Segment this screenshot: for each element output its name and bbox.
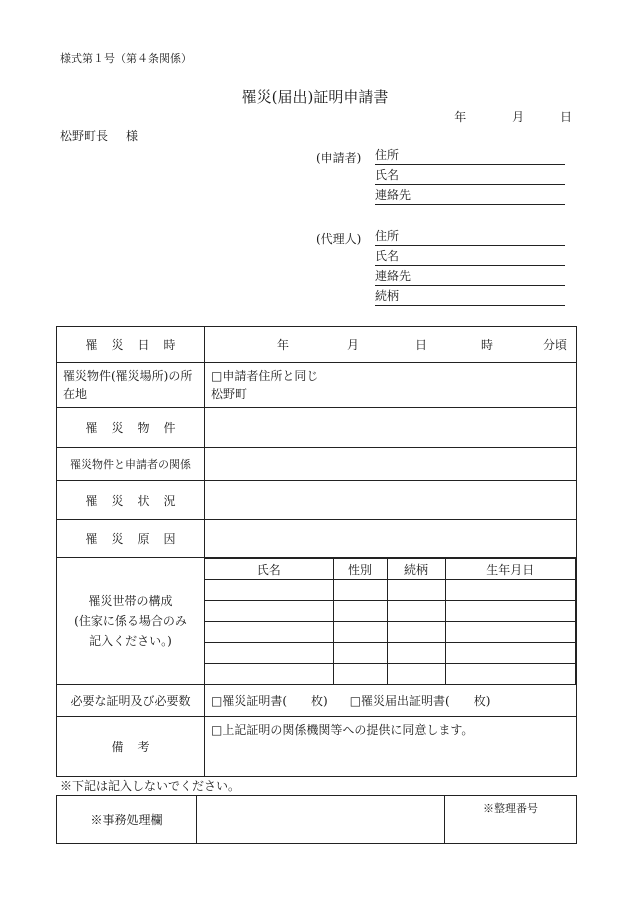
hh-cell[interactable] bbox=[205, 643, 333, 664]
dt-month: 月 bbox=[346, 338, 359, 352]
dt-hour: 時 bbox=[480, 338, 493, 352]
hh-cell[interactable] bbox=[387, 580, 445, 601]
relation-field[interactable] bbox=[205, 448, 577, 481]
location-label bbox=[57, 363, 205, 408]
reference-number-field bbox=[445, 796, 577, 844]
office-processing-field bbox=[197, 796, 445, 844]
agent-contact-field[interactable] bbox=[375, 268, 565, 286]
disaster-certificate-checkbox[interactable]: □罹災証明書( 枚) bbox=[211, 694, 328, 708]
certificates-row bbox=[57, 685, 577, 717]
hh-cell[interactable] bbox=[333, 664, 387, 685]
same-address-checkbox[interactable]: □申請者住所と同じ bbox=[211, 369, 319, 383]
table-row bbox=[205, 664, 576, 685]
agent-address-label: 住所 bbox=[375, 229, 400, 243]
addressee bbox=[60, 127, 138, 144]
applicant-contact-field[interactable] bbox=[375, 187, 565, 205]
remarks-field[interactable] bbox=[205, 717, 577, 777]
household-header-row bbox=[205, 559, 576, 580]
location-label-text: 罹災物件(罹災場所)の所在地 bbox=[63, 369, 193, 401]
applicant-contact-label: 連絡先 bbox=[375, 188, 412, 202]
addressee-name: 松野町長 bbox=[60, 129, 109, 143]
location-town: 松野町 bbox=[211, 387, 248, 401]
household-row bbox=[57, 558, 577, 685]
location-row bbox=[57, 363, 577, 408]
hh-cell[interactable] bbox=[387, 664, 445, 685]
certificates-field bbox=[205, 685, 577, 717]
certificates-label: 必要な証明及び必要数 bbox=[57, 685, 205, 717]
table-row bbox=[205, 580, 576, 601]
status-field[interactable] bbox=[205, 481, 577, 520]
hh-cell[interactable] bbox=[387, 622, 445, 643]
agent-name-label: 氏名 bbox=[375, 249, 400, 263]
table-row bbox=[205, 643, 576, 664]
hh-header-birth: 生年月日 bbox=[445, 559, 576, 580]
datetime-field[interactable] bbox=[205, 327, 577, 363]
property-field[interactable] bbox=[205, 408, 577, 448]
datetime-label: 罹災日時 bbox=[57, 327, 205, 363]
status-label: 罹災状況 bbox=[57, 481, 205, 520]
office-table bbox=[56, 795, 577, 844]
hh-cell[interactable] bbox=[205, 664, 333, 685]
remarks-label: 備考 bbox=[57, 717, 205, 777]
agent-name-field[interactable] bbox=[375, 248, 565, 266]
hh-header-name: 氏名 bbox=[205, 559, 333, 580]
applicant-address-field[interactable] bbox=[375, 147, 565, 165]
hh-cell[interactable] bbox=[205, 601, 333, 622]
hh-cell[interactable] bbox=[445, 601, 576, 622]
household-label-line-3: 記入ください。) bbox=[89, 634, 172, 648]
hh-cell[interactable] bbox=[333, 643, 387, 664]
hh-cell[interactable] bbox=[205, 580, 333, 601]
hh-header-sex: 性別 bbox=[333, 559, 387, 580]
page-title: 罹災(届出)証明申請書 bbox=[241, 88, 389, 106]
agent-role: (代理人) bbox=[316, 232, 362, 246]
cause-label: 罹災原因 bbox=[57, 520, 205, 558]
application-table bbox=[56, 326, 577, 777]
dt-year: 年 bbox=[276, 338, 289, 352]
hh-cell[interactable] bbox=[445, 664, 576, 685]
cause-field[interactable] bbox=[205, 520, 577, 558]
relation-row bbox=[57, 448, 577, 481]
consent-checkbox[interactable]: □上記証明の関係機関等への提供に同意します。 bbox=[211, 723, 474, 737]
office-label: ※事務処理欄 bbox=[57, 796, 197, 844]
remarks-row bbox=[57, 717, 577, 777]
agent-relationship-label: 続柄 bbox=[375, 289, 400, 303]
table-row bbox=[205, 622, 576, 643]
hh-cell[interactable] bbox=[333, 622, 387, 643]
property-label: 罹災物件 bbox=[57, 408, 205, 448]
hh-cell[interactable] bbox=[333, 580, 387, 601]
household-grid bbox=[205, 558, 576, 684]
dt-minute: 分頃 bbox=[542, 338, 567, 352]
household-label-line-2: (住家に係る場合のみ bbox=[74, 614, 187, 628]
hh-cell[interactable] bbox=[445, 643, 576, 664]
status-row bbox=[57, 481, 577, 520]
household-label bbox=[57, 558, 205, 685]
date-day[interactable]: 日 bbox=[559, 110, 572, 124]
office-row bbox=[57, 796, 577, 844]
date-month[interactable]: 月 bbox=[512, 110, 525, 124]
hh-cell[interactable] bbox=[333, 601, 387, 622]
date-year[interactable]: 年 bbox=[454, 110, 467, 124]
table-row bbox=[205, 601, 576, 622]
agent-address-field[interactable] bbox=[375, 228, 565, 246]
agent-contact-label: 連絡先 bbox=[375, 269, 412, 283]
hh-cell[interactable] bbox=[387, 643, 445, 664]
date-row bbox=[454, 108, 572, 125]
hh-cell[interactable] bbox=[445, 622, 576, 643]
household-label-line-1: 罹災世帯の構成 bbox=[88, 594, 173, 608]
applicant-name-field[interactable] bbox=[375, 167, 565, 185]
applicant-name-label: 氏名 bbox=[375, 168, 400, 182]
hh-cell[interactable] bbox=[445, 580, 576, 601]
addressee-honorific: 様 bbox=[126, 129, 139, 143]
property-row bbox=[57, 408, 577, 448]
relation-label: 罹災物件と申請者の関係 bbox=[57, 448, 205, 481]
applicant-role: (申請者) bbox=[316, 151, 362, 165]
hh-cell[interactable] bbox=[205, 622, 333, 643]
dt-day: 日 bbox=[414, 338, 427, 352]
hh-cell[interactable] bbox=[387, 601, 445, 622]
office-note: ※下記は記入しないでください。 bbox=[60, 779, 241, 793]
cause-row bbox=[57, 520, 577, 558]
location-field[interactable] bbox=[205, 363, 577, 408]
hh-header-relation: 続柄 bbox=[387, 559, 445, 580]
reference-number-label: ※整理番号 bbox=[483, 802, 538, 815]
applicant-address-label: 住所 bbox=[375, 148, 400, 162]
form-number: 様式第１号（第４条関係） bbox=[60, 52, 192, 65]
datetime-row bbox=[57, 327, 577, 363]
agent-relationship-field[interactable] bbox=[375, 288, 565, 306]
household-grid-cell bbox=[205, 558, 577, 685]
report-certificate-checkbox[interactable]: □罹災届出証明書( 枚) bbox=[349, 694, 491, 708]
